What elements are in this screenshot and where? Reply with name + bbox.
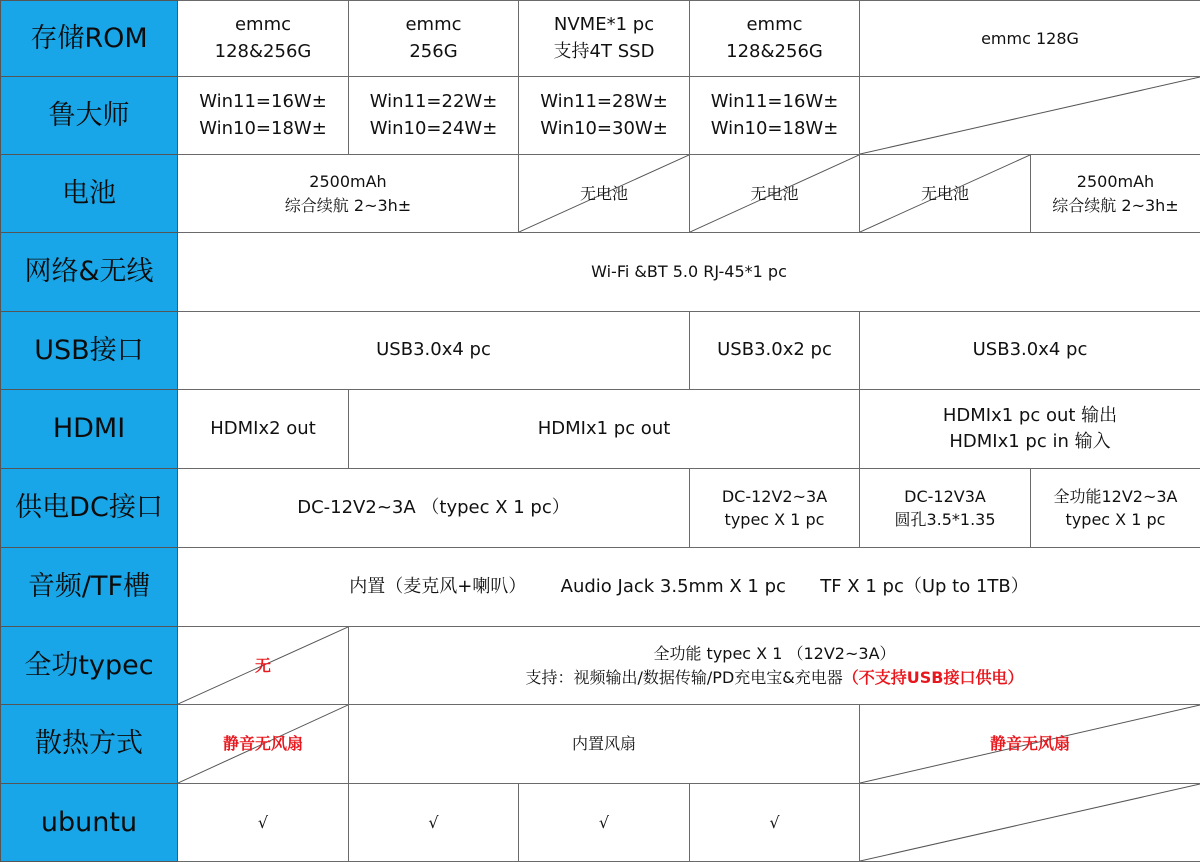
battery-model-1-2: 2500mAh 综合续航 2~3h±: [178, 155, 519, 233]
battery-model-6: 2500mAh 综合续航 2~3h±: [1031, 155, 1200, 233]
row-cooling: [1, 705, 1200, 784]
row-header-network: 网络&无线: [1, 233, 178, 312]
diagonal-slash: [860, 77, 1200, 154]
row-battery: [1, 155, 1200, 233]
ubuntu-empty-slashed: [860, 784, 1200, 862]
row-header-power: 供电DC接口: [1, 469, 178, 548]
row-header-typec: 全功typec: [1, 627, 178, 705]
cooling-model-1: 静音无风扇: [178, 705, 349, 784]
row-hdmi: [1, 390, 1200, 469]
power-model-4: DC-12V2~3A typec X 1 pc: [690, 469, 860, 548]
network-all-models: Wi-Fi &BT 5.0 RJ-45*1 pc: [178, 233, 1200, 312]
row-usb: [1, 312, 1200, 390]
ludashi-model-3: Win11=28W± Win10=30W±: [519, 77, 690, 155]
battery-model-3: 无电池: [519, 155, 690, 233]
rom-model-1: emmc 128&256G: [178, 1, 349, 77]
rom-model-4: emmc 128&256G: [690, 1, 860, 77]
ludashi-empty-slashed: [860, 77, 1200, 155]
row-header-battery: 电池: [1, 155, 178, 233]
row-header-ludashi: 鲁大师: [1, 77, 178, 155]
power-model-1-3: DC-12V2~3A （typec X 1 pc）: [178, 469, 690, 548]
battery-model-4: 无电池: [690, 155, 860, 233]
usb-model-4: USB3.0x2 pc: [690, 312, 860, 390]
row-header-cooling: 散热方式: [1, 705, 178, 784]
row-header-hdmi: HDMI: [1, 390, 178, 469]
rom-model-2: emmc 256G: [349, 1, 519, 77]
ubuntu-model-4: √: [690, 784, 860, 862]
ludashi-model-1: Win11=16W± Win10=18W±: [178, 77, 349, 155]
row-audio: [1, 548, 1200, 627]
row-typec: [1, 627, 1200, 705]
typec-model-2-6: 全功能 typec X 1 （12V2~3A） 支持：视频输出/数据传输/PD充电宝&充电器（不支持USB接口供电）: [349, 627, 1200, 705]
row-rom: [1, 1, 1200, 77]
typec-model-1: 无: [178, 627, 349, 705]
ludashi-model-4: Win11=16W± Win10=18W±: [690, 77, 860, 155]
ubuntu-model-3: √: [519, 784, 690, 862]
ubuntu-model-2: √: [349, 784, 519, 862]
cooling-model-2-4: 内置风扇: [349, 705, 860, 784]
row-header-usb: USB接口: [1, 312, 178, 390]
row-ludashi: [1, 77, 1200, 155]
hdmi-model-1: HDMIx2 out: [178, 390, 349, 469]
battery-model-5: 无电池: [860, 155, 1031, 233]
row-header-rom: 存储ROM: [1, 1, 178, 77]
cooling-model-5-6: 静音无风扇: [860, 705, 1200, 784]
usb-model-5-6: USB3.0x4 pc: [860, 312, 1200, 390]
row-ubuntu: [1, 784, 1200, 862]
ubuntu-model-1: √: [178, 784, 349, 862]
power-model-5: DC-12V3A 圆孔3.5*1.35: [860, 469, 1031, 548]
usb-model-1-3: USB3.0x4 pc: [178, 312, 690, 390]
hdmi-model-2-4: HDMIx1 pc out: [349, 390, 860, 469]
rom-model-3: NVME*1 pc 支持4T SSD: [519, 1, 690, 77]
row-header-audio: 音频/TF槽: [1, 548, 178, 627]
row-header-ubuntu: ubuntu: [1, 784, 178, 862]
row-power: [1, 469, 1200, 548]
power-model-6: 全功能12V2~3A typec X 1 pc: [1031, 469, 1200, 548]
ludashi-model-2: Win11=22W± Win10=24W±: [349, 77, 519, 155]
row-network: [1, 233, 1200, 312]
hdmi-model-5-6: HDMIx1 pc out 输出 HDMIx1 pc in 输入: [860, 390, 1200, 469]
diagonal-slash: [860, 784, 1200, 861]
rom-model-5: emmc 128G: [860, 1, 1200, 77]
audio-all-models: 内置（麦克风+喇叭） Audio Jack 3.5mm X 1 pc TF X 1 pc（Up to 1TB）: [178, 548, 1200, 627]
